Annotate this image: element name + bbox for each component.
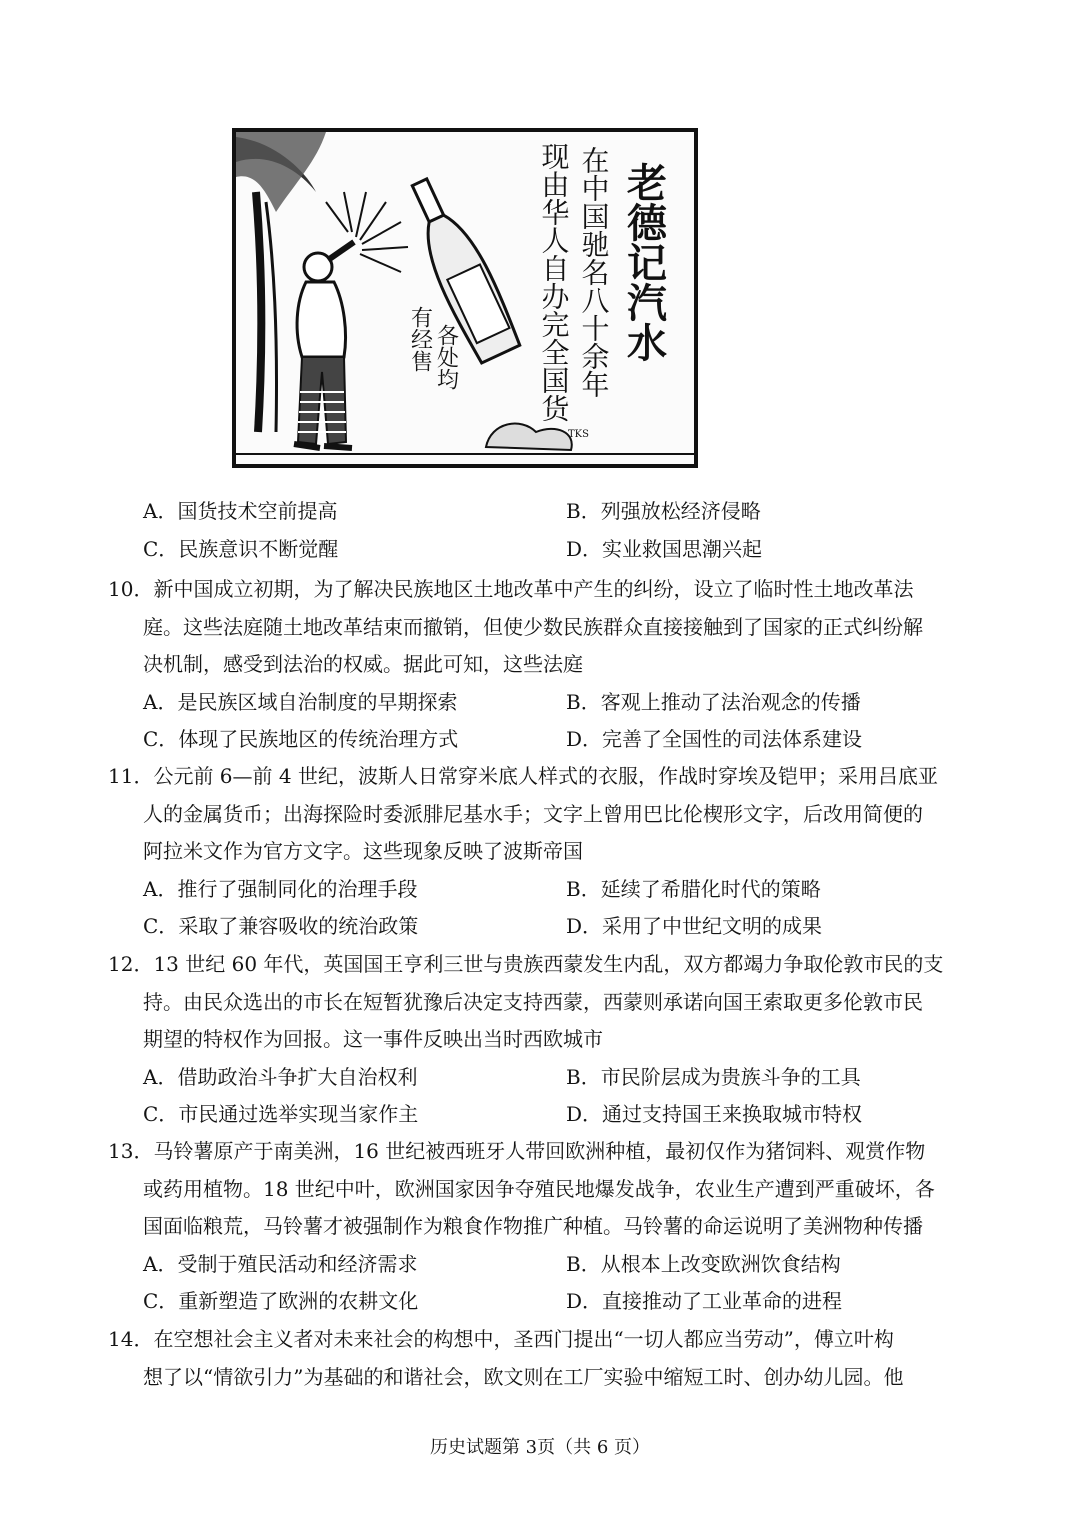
- question-stem-line: 人的金属货币；出海探险时委派腓尼基水手；文字上曾用巴比伦楔形文字，后改用简便的: [143, 801, 923, 826]
- option-c[interactable]: C．市民通过选举实现当家作主: [143, 1102, 419, 1126]
- options-row: [108, 493, 978, 531]
- cartoon-drawing: [236, 132, 694, 464]
- question-10: [108, 571, 978, 759]
- option-c[interactable]: C．民族意识不断觉醒: [143, 536, 339, 561]
- option-a[interactable]: A．受制于殖民活动和经济需求: [143, 1251, 418, 1276]
- option-d[interactable]: D．采用了中世纪文明的成果: [566, 914, 823, 938]
- option-d[interactable]: D．直接推动了工业革命的进程: [566, 1289, 843, 1313]
- option-c[interactable]: C．体现了民族地区的传统治理方式: [143, 727, 459, 751]
- svg-text:老德记汽水: 老德记汽水: [620, 162, 668, 362]
- question-stem-line: 阿拉米文作为官方文字。这些现象反映了波斯帝国: [143, 839, 583, 863]
- options-row: [108, 1283, 978, 1321]
- option-b[interactable]: B．客观上推动了法治观念的传播: [566, 689, 861, 714]
- calligraphy-col-a: 有经售: [407, 306, 433, 372]
- option-a[interactable]: A．国货技术空前提高: [143, 499, 338, 523]
- question-number: 13．: [108, 1139, 154, 1163]
- question-11: [108, 758, 978, 946]
- question-12: [108, 946, 978, 1134]
- option-b[interactable]: B．列强放松经济侵略: [566, 499, 761, 523]
- question-stem-line: 持。由民众选出的市长在短暂犹豫后决定支持西蒙，西蒙则承诺向国王索取更多伦敦市民: [143, 989, 923, 1014]
- svg-text:现由华人自办完全国货: 现由华人自办完全国货: [537, 142, 571, 422]
- drinking-man: [294, 242, 354, 448]
- calligraphy-col-b: 各处均: [433, 324, 459, 390]
- page-footer: 历史试题第 3页（共 6 页）: [429, 1437, 651, 1458]
- option-a[interactable]: A．推行了强制同化的治理手段: [143, 876, 418, 901]
- option-b[interactable]: B．延续了希腊化时代的策略: [566, 876, 821, 901]
- option-c[interactable]: C．重新塑造了欧洲的农耕文化: [143, 1289, 419, 1313]
- question-number: 11．: [108, 764, 154, 788]
- option-d[interactable]: D．通过支持国王来换取城市特权: [566, 1102, 863, 1126]
- soda-advertisement-cartoon: [232, 128, 698, 468]
- svg-text:在中国驰名八十余年: 在中国驰名八十余年: [577, 146, 611, 398]
- option-a[interactable]: A．借助政治斗争扩大自治权利: [143, 1064, 418, 1089]
- question-stem-line: 期望的特权作为回报。这一事件反映出当时西欧城市: [143, 1027, 603, 1051]
- svg-text:TKS: TKS: [568, 429, 589, 440]
- question-stem-line: 12．13 世纪 60 年代，英国国王亨利三世与贵族西蒙发生内乱，双方都竭力争取伦敦市民的支: [108, 946, 978, 984]
- question-stem-line: 想了以“情欲引力”为基础的和谐社会，欧文则在工厂实验中缩短工时、创办幼儿园。他: [143, 1364, 904, 1389]
- question-stem-line: 国面临粮荒，马铃薯才被强制作为粮食作物推广种植。马铃薯的命运说明了美洲物种传播: [143, 1214, 923, 1238]
- option-d[interactable]: D．完善了全国性的司法体系建设: [566, 727, 863, 751]
- option-b[interactable]: B．市民阶层成为贵族斗争的工具: [566, 1064, 861, 1089]
- question-stem-line: 庭。这些法庭随土地改革结束而撤销，但使少数民族群众直接接触到了国家的正式纠纷解: [143, 614, 923, 639]
- question-9-options: [108, 493, 978, 568]
- option-a[interactable]: A．是民族区域自治制度的早期探索: [143, 689, 458, 714]
- options-row: [108, 871, 978, 909]
- option-d[interactable]: D．实业救国思潮兴起: [566, 536, 763, 561]
- tree-trunk: [256, 192, 261, 432]
- option-b[interactable]: B．从根本上改变欧洲饮食结构: [566, 1251, 841, 1276]
- question-14: [108, 1321, 978, 1396]
- question-number: 10．: [108, 577, 154, 601]
- options-row: [108, 1246, 978, 1284]
- question-number: 12．: [108, 952, 154, 976]
- question-stem-line: 10．新中国成立初期，为了解决民族地区土地改革中产生的纠纷，设立了临时性土地改革法: [108, 571, 978, 609]
- question-number: 14．: [108, 1327, 154, 1351]
- option-c[interactable]: C．采取了兼容吸收的统治政策: [143, 914, 419, 938]
- options-row: [108, 1059, 978, 1097]
- options-row: [108, 908, 978, 946]
- question-stem-line: 13．马铃薯原产于南美洲，16 世纪被西班牙人带回欧洲种植，最初仅作为猪饲料、观赏作物: [108, 1133, 978, 1171]
- rocks: [486, 424, 572, 450]
- options-row: [108, 721, 978, 759]
- question-13: [108, 1133, 978, 1321]
- options-row: [108, 531, 978, 569]
- question-stem-line: 14．在空想社会主义者对未来社会的构想中，圣西门提出“一切人都应当劳动”，傅立叶构: [108, 1321, 978, 1359]
- burst-lines: [326, 192, 408, 272]
- options-row: [108, 1096, 978, 1134]
- question-stem-line: 或药用植物。18 世纪中叶，欧洲国家因争夺殖民地爆发战争，农业生产遭到严重破坏，各: [143, 1176, 935, 1201]
- options-row: [108, 684, 978, 722]
- question-stem-line: 11．公元前 6—前 4 世纪，波斯人日常穿米底人样式的衣服，作战时穿埃及铠甲；采用吕底亚: [108, 758, 978, 796]
- question-stem-line: 决机制，感受到法治的权威。据此可知，这些法庭: [143, 652, 583, 676]
